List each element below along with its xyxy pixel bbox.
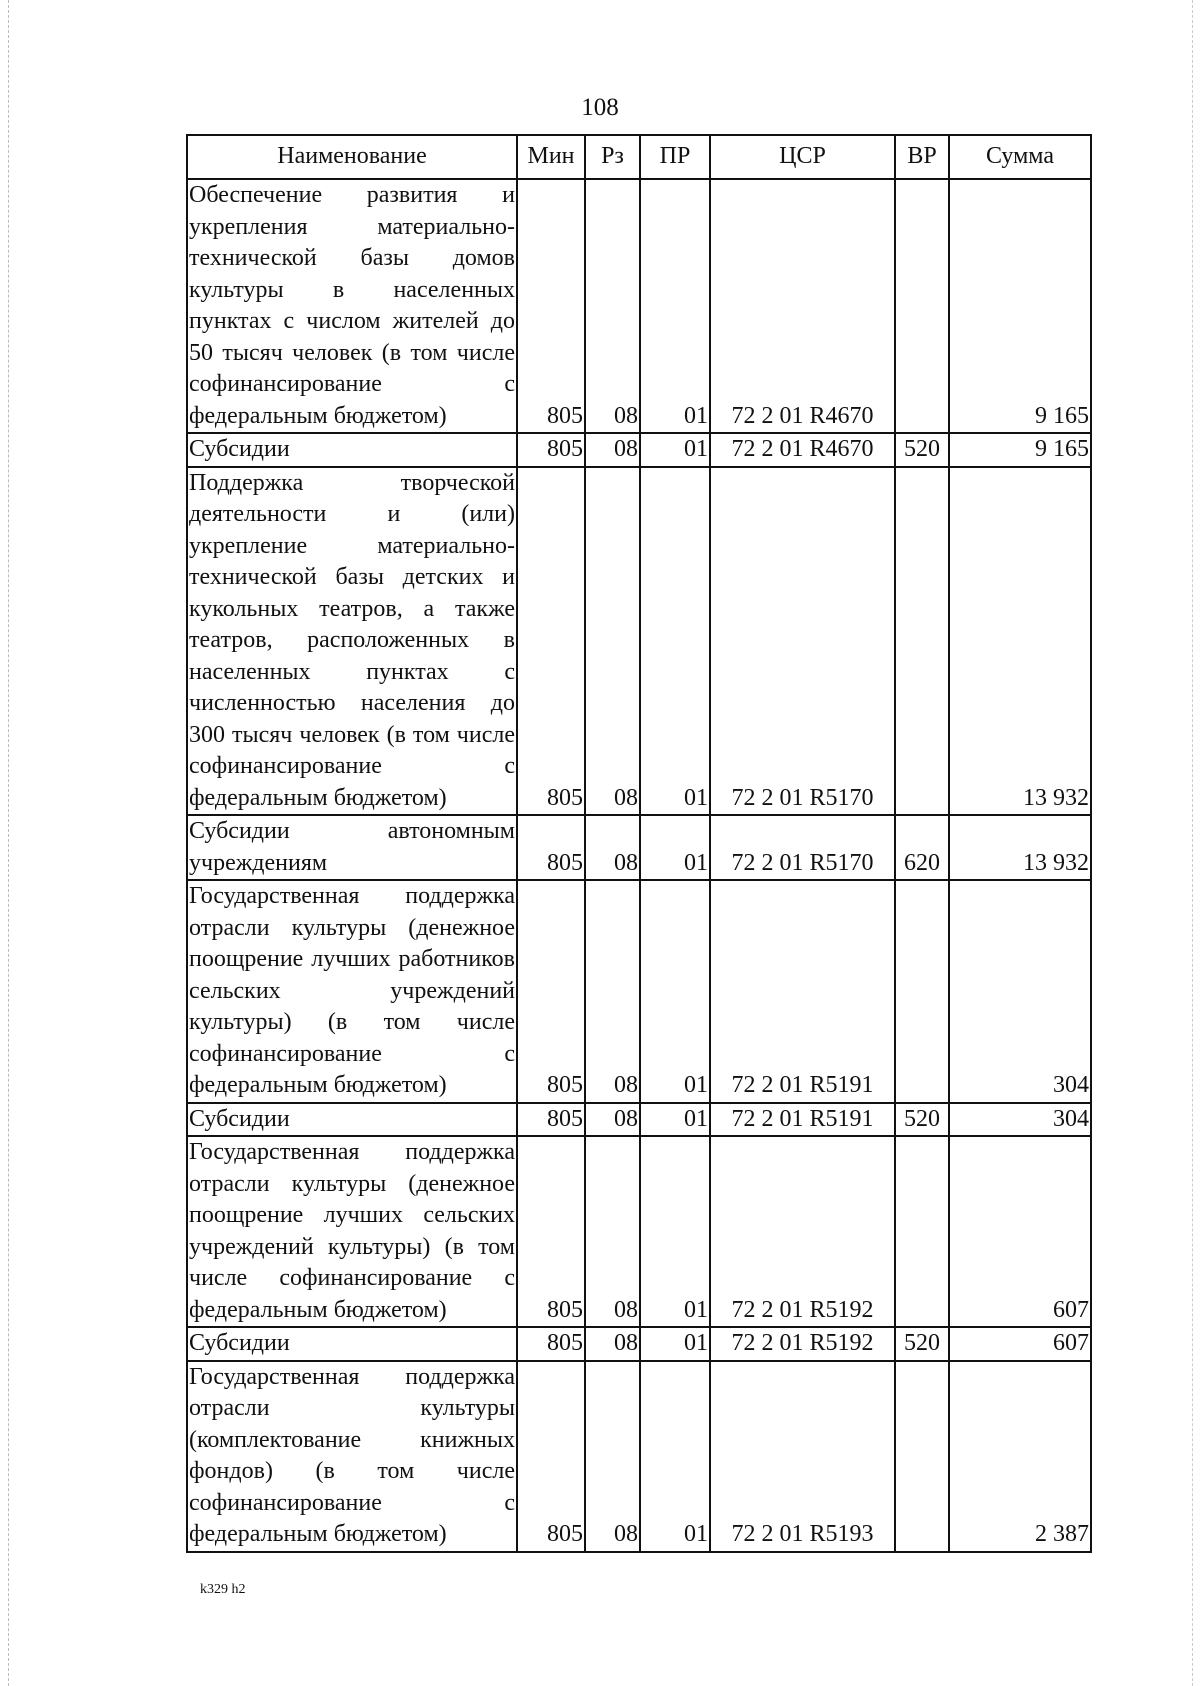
table-row: [187, 1103, 1091, 1137]
cell-name: Субсидии: [187, 1327, 517, 1361]
cell-pr: 01: [640, 880, 710, 1103]
table-header-row: [187, 135, 1091, 179]
cell-pr: 01: [640, 179, 710, 433]
header-csr: ЦСР: [710, 135, 895, 179]
header-rz: Рз: [585, 135, 640, 179]
table-row: [187, 880, 1091, 1103]
cell-sum: 304: [949, 1103, 1091, 1137]
cell-min: 805: [517, 1327, 585, 1361]
cell-name: Субсидии: [187, 433, 517, 467]
header-min: Мин: [517, 135, 585, 179]
cell-csr: 72 2 01 R5170: [710, 467, 895, 816]
cell-pr: 01: [640, 1103, 710, 1137]
cell-vr: 620: [895, 815, 949, 880]
cell-csr: 72 2 01 R4670: [710, 179, 895, 433]
cell-min: 805: [517, 1103, 585, 1137]
cell-pr: 01: [640, 1327, 710, 1361]
cell-pr: 01: [640, 815, 710, 880]
cell-pr: 01: [640, 433, 710, 467]
cell-name: Поддержка творческой деятельности и (или) укрепление материально-технической базы детских и кукольных театров, а также театров, расположенных в населенных пунктах с численностью населения до 300 тысяч человек (в том числе софинансирование с федеральным бюджетом): [187, 467, 517, 816]
table-row: [187, 815, 1091, 880]
cell-rz: 08: [585, 1327, 640, 1361]
header-sum: Сумма: [949, 135, 1091, 179]
cell-csr: 72 2 01 R4670: [710, 433, 895, 467]
cell-min: 805: [517, 467, 585, 816]
cell-pr: 01: [640, 1361, 710, 1552]
cell-vr: 520: [895, 1103, 949, 1137]
cell-sum: 2 387: [949, 1361, 1091, 1552]
cell-min: 805: [517, 880, 585, 1103]
header-vr: ВР: [895, 135, 949, 179]
cell-csr: 72 2 01 R5170: [710, 815, 895, 880]
cell-sum: 304: [949, 880, 1091, 1103]
table-row: [187, 1361, 1091, 1552]
cell-sum: 13 932: [949, 467, 1091, 816]
cell-pr: 01: [640, 1136, 710, 1327]
budget-table: [186, 134, 1092, 1553]
cell-vr: 520: [895, 433, 949, 467]
cell-rz: 08: [585, 1136, 640, 1327]
cell-rz: 08: [585, 1361, 640, 1552]
header-pr: ПР: [640, 135, 710, 179]
footer-code: k329 h2: [200, 1582, 246, 1597]
cell-rz: 08: [585, 433, 640, 467]
cell-csr: 72 2 01 R5191: [710, 1103, 895, 1137]
cell-csr: 72 2 01 R5191: [710, 880, 895, 1103]
cell-vr: 520: [895, 1327, 949, 1361]
cell-vr: [895, 467, 949, 816]
cell-min: 805: [517, 179, 585, 433]
cell-name: Государственная поддержка отрасли культуры (денежное поощрение лучших сельских учреждений культуры) (в том числе софинансирование с федеральным бюджетом): [187, 1136, 517, 1327]
cell-vr: [895, 880, 949, 1103]
cell-pr: 01: [640, 467, 710, 816]
table-row: [187, 433, 1091, 467]
header-name: Наименование: [187, 135, 517, 179]
cell-rz: 08: [585, 1103, 640, 1137]
cell-sum: 9 165: [949, 433, 1091, 467]
cell-name: Обеспечение развития и укрепления материально-технической базы домов культуры в населенных пунктах с числом жителей до 50 тысяч человек (в том числе софинансирование с федеральным бюджетом): [187, 179, 517, 433]
cell-sum: 607: [949, 1136, 1091, 1327]
cell-csr: 72 2 01 R5193: [710, 1361, 895, 1552]
table-row: [187, 467, 1091, 816]
cell-csr: 72 2 01 R5192: [710, 1327, 895, 1361]
cell-min: 805: [517, 1136, 585, 1327]
scan-edge-right: [1192, 0, 1194, 1686]
cell-vr: [895, 1136, 949, 1327]
cell-min: 805: [517, 1361, 585, 1552]
scan-edge-left: [8, 0, 10, 1686]
cell-rz: 08: [585, 815, 640, 880]
cell-name: Субсидии: [187, 1103, 517, 1137]
cell-name: Государственная поддержка отрасли культуры (денежное поощрение лучших работников сельских учреждений культуры) (в том числе софинансирование с федеральным бюджетом): [187, 880, 517, 1103]
cell-name: Государственная поддержка отрасли культуры (комплектование книжных фондов) (в том числе софинансирование с федеральным бюджетом): [187, 1361, 517, 1552]
cell-sum: 13 932: [949, 815, 1091, 880]
table-row: [187, 179, 1091, 433]
cell-vr: [895, 179, 949, 433]
cell-name: Субсидии автономным учреждениям: [187, 815, 517, 880]
page-number: 108: [581, 94, 619, 121]
cell-sum: 9 165: [949, 179, 1091, 433]
cell-rz: 08: [585, 179, 640, 433]
table-row: [187, 1136, 1091, 1327]
cell-min: 805: [517, 815, 585, 880]
table-row: [187, 1327, 1091, 1361]
cell-vr: [895, 1361, 949, 1552]
cell-rz: 08: [585, 880, 640, 1103]
cell-sum: 607: [949, 1327, 1091, 1361]
cell-rz: 08: [585, 467, 640, 816]
cell-min: 805: [517, 433, 585, 467]
cell-csr: 72 2 01 R5192: [710, 1136, 895, 1327]
